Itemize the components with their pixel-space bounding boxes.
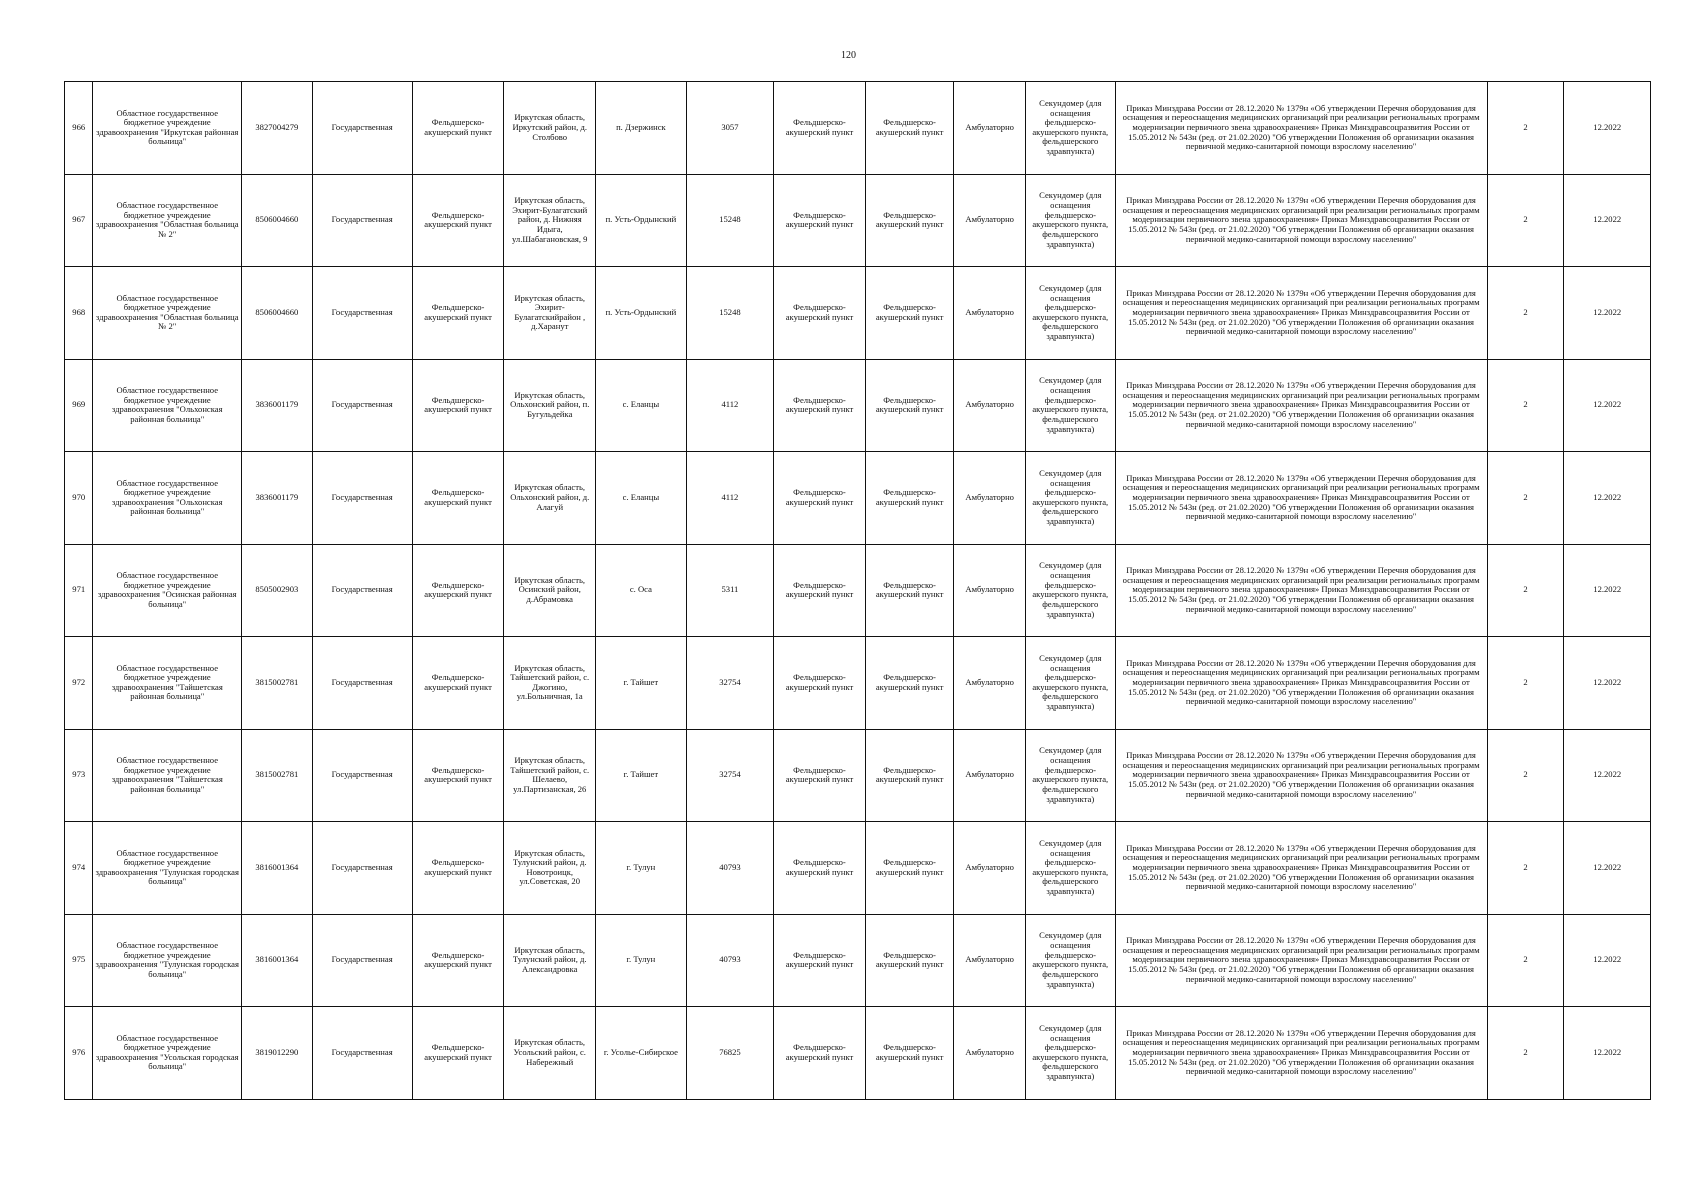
care-profile: Фельдшерско-акушерский пункт [865,82,954,175]
ownership-form: Государственная [312,822,412,915]
legal-basis: Приказ Минздрава России от 28.12.2020 № 1379н «Об утверждении Перечня оборудования для оснащения и переоснащения медицинских организаций при реализации региональных программ модернизации первичного звена здравоохранения» Приказ Минздравсоцразвития России от 15.05.2012 № 543н (ред. от 21.02.2020) "Об утверждении Положения об организации оказания первичной медико-санитарной помощи взрослому населению" [1115,637,1487,730]
care-conditions: Амбулаторно [954,822,1026,915]
subdivision-name: Фельдшерско-акушерский пункт [774,1007,866,1100]
care-conditions: Амбулаторно [954,637,1026,730]
row-number: 970 [65,452,93,545]
ownership-form: Государственная [312,729,412,822]
care-conditions: Амбулаторно [954,267,1026,360]
delivery-date: 12.2022 [1564,544,1651,637]
register-body [65,82,1651,1100]
row-number: 971 [65,544,93,637]
table-row [65,452,1651,545]
facility-type: Фельдшерско-акушерский пункт [412,82,504,175]
equipment-item: Секундомер (для оснащения фельдшерско-акушерского пункта, фельдшерского здравпункта) [1026,359,1116,452]
inn-code: 3815002781 [242,729,313,822]
inn-code: 8506004660 [242,174,313,267]
facility-type: Фельдшерско-акушерский пункт [412,174,504,267]
care-conditions: Амбулаторно [954,1007,1026,1100]
settlement: п. Дзержинск [596,82,687,175]
facility-address: Иркутская область, Тулунский район, д. Александровка [504,914,596,1007]
facility-type: Фельдшерско-акушерский пункт [412,267,504,360]
subdivision-name: Фельдшерско-акушерский пункт [774,822,866,915]
organization-name: Областное государственное бюджетное учреждение здравоохранения "Осинская районная больница" [93,544,242,637]
facility-type: Фельдшерско-акушерский пункт [412,1007,504,1100]
equipment-item: Секундомер (для оснащения фельдшерско-акушерского пункта, фельдшерского здравпункта) [1026,637,1116,730]
population-count: 5311 [686,544,773,637]
equipment-item: Секундомер (для оснащения фельдшерско-акушерского пункта, фельдшерского здравпункта) [1026,544,1116,637]
legal-basis: Приказ Минздрава России от 28.12.2020 № 1379н «Об утверждении Перечня оборудования для оснащения и переоснащения медицинских организаций при реализации региональных программ модернизации первичного звена здравоохранения» Приказ Минздравсоцразвития России от 15.05.2012 № 543н (ред. от 21.02.2020) "Об утверждении Положения об организации оказания первичной медико-санитарной помощи взрослому населению" [1115,1007,1487,1100]
population-count: 76825 [686,1007,773,1100]
subdivision-name: Фельдшерско-акушерский пункт [774,914,866,1007]
facility-address: Иркутская область, Тулунский район, д. Новотроицк, ул.Советская, 20 [504,822,596,915]
table-row [65,82,1651,175]
care-profile: Фельдшерско-акушерский пункт [865,822,954,915]
ownership-form: Государственная [312,82,412,175]
table-row [65,637,1651,730]
ownership-form: Государственная [312,267,412,360]
facility-address: Иркутская область, Тайшетский район, с. Джогино, ул.Больничная, 1а [504,637,596,730]
care-profile: Фельдшерско-акушерский пункт [865,914,954,1007]
delivery-date: 12.2022 [1564,729,1651,822]
inn-code: 3816001364 [242,822,313,915]
quantity: 2 [1487,1007,1564,1100]
care-conditions: Амбулаторно [954,452,1026,545]
legal-basis: Приказ Минздрава России от 28.12.2020 № 1379н «Об утверждении Перечня оборудования для оснащения и переоснащения медицинских организаций при реализации региональных программ модернизации первичного звена здравоохранения» Приказ Минздравсоцразвития России от 15.05.2012 № 543н (ред. от 21.02.2020) "Об утверждении Положения об организации оказания первичной медико-санитарной помощи взрослому населению" [1115,914,1487,1007]
settlement: г. Тайшет [596,729,687,822]
facility-type: Фельдшерско-акушерский пункт [412,914,504,1007]
row-number: 975 [65,914,93,1007]
facility-address: Иркутская область, Осинский район, д.Абрамовка [504,544,596,637]
population-count: 40793 [686,914,773,1007]
care-profile: Фельдшерско-акушерский пункт [865,1007,954,1100]
delivery-date: 12.2022 [1564,637,1651,730]
care-conditions: Амбулаторно [954,544,1026,637]
subdivision-name: Фельдшерско-акушерский пункт [774,267,866,360]
equipment-item: Секундомер (для оснащения фельдшерско-акушерского пункта, фельдшерского здравпункта) [1026,267,1116,360]
facility-type: Фельдшерско-акушерский пункт [412,544,504,637]
delivery-date: 12.2022 [1564,452,1651,545]
settlement: п. Усть-Ордынский [596,267,687,360]
delivery-date: 12.2022 [1564,267,1651,360]
quantity: 2 [1487,174,1564,267]
legal-basis: Приказ Минздрава России от 28.12.2020 № 1379н «Об утверждении Перечня оборудования для оснащения и переоснащения медицинских организаций при реализации региональных программ модернизации первичного звена здравоохранения» Приказ Минздравсоцразвития России от 15.05.2012 № 543н (ред. от 21.02.2020) "Об утверждении Положения об организации оказания первичной медико-санитарной помощи взрослому населению" [1115,174,1487,267]
equipment-item: Секундомер (для оснащения фельдшерско-акушерского пункта, фельдшерского здравпункта) [1026,914,1116,1007]
facility-address: Иркутская область, Эхирит-Булагатскийрайон , д.Харанут [504,267,596,360]
facility-type: Фельдшерско-акушерский пункт [412,637,504,730]
row-number: 967 [65,174,93,267]
delivery-date: 12.2022 [1564,822,1651,915]
organization-name: Областное государственное бюджетное учреждение здравоохранения "Иркутская районная больница" [93,82,242,175]
inn-code: 8505002903 [242,544,313,637]
equipment-item: Секундомер (для оснащения фельдшерско-акушерского пункта, фельдшерского здравпункта) [1026,822,1116,915]
delivery-date: 12.2022 [1564,1007,1651,1100]
population-count: 4112 [686,359,773,452]
quantity: 2 [1487,267,1564,360]
population-count: 3057 [686,82,773,175]
population-count: 15248 [686,267,773,360]
settlement: с. Оса [596,544,687,637]
quantity: 2 [1487,914,1564,1007]
table-row [65,174,1651,267]
equipment-item: Секундомер (для оснащения фельдшерско-акушерского пункта, фельдшерского здравпункта) [1026,174,1116,267]
equipment-item: Секундомер (для оснащения фельдшерско-акушерского пункта, фельдшерского здравпункта) [1026,452,1116,545]
care-profile: Фельдшерско-акушерский пункт [865,359,954,452]
facility-address: Иркутская область, Ольхонский район, д. Алагуй [504,452,596,545]
facility-type: Фельдшерско-акушерский пункт [412,729,504,822]
table-row [65,544,1651,637]
facility-type: Фельдшерско-акушерский пункт [412,822,504,915]
care-conditions: Амбулаторно [954,729,1026,822]
legal-basis: Приказ Минздрава России от 28.12.2020 № 1379н «Об утверждении Перечня оборудования для оснащения и переоснащения медицинских организаций при реализации региональных программ модернизации первичного звена здравоохранения» Приказ Минздравсоцразвития России от 15.05.2012 № 543н (ред. от 21.02.2020) "Об утверждении Положения об организации оказания первичной медико-санитарной помощи взрослому населению" [1115,452,1487,545]
organization-name: Областное государственное бюджетное учреждение здравоохранения "Ольхонская районная больница" [93,452,242,545]
ownership-form: Государственная [312,637,412,730]
delivery-date: 12.2022 [1564,82,1651,175]
organization-name: Областное государственное бюджетное учреждение здравоохранения "Усольская городская больница" [93,1007,242,1100]
row-number: 966 [65,82,93,175]
legal-basis: Приказ Минздрава России от 28.12.2020 № 1379н «Об утверждении Перечня оборудования для оснащения и переоснащения медицинских организаций при реализации региональных программ модернизации первичного звена здравоохранения» Приказ Минздравсоцразвития России от 15.05.2012 № 543н (ред. от 21.02.2020) "Об утверждении Положения об организации оказания первичной медико-санитарной помощи взрослому населению" [1115,729,1487,822]
population-count: 4112 [686,452,773,545]
facility-address: Иркутская область, Иркутский район, д. Столбово [504,82,596,175]
subdivision-name: Фельдшерско-акушерский пункт [774,174,866,267]
table-row [65,359,1651,452]
quantity: 2 [1487,452,1564,545]
delivery-date: 12.2022 [1564,359,1651,452]
delivery-date: 12.2022 [1564,914,1651,1007]
care-conditions: Амбулаторно [954,82,1026,175]
ownership-form: Государственная [312,359,412,452]
care-conditions: Амбулаторно [954,359,1026,452]
table-row [65,822,1651,915]
delivery-date: 12.2022 [1564,174,1651,267]
facility-address: Иркутская область, Тайшетский район, с. Шелаево, ул.Партизанская, 26 [504,729,596,822]
care-profile: Фельдшерско-акушерский пункт [865,452,954,545]
population-count: 15248 [686,174,773,267]
quantity: 2 [1487,82,1564,175]
row-number: 974 [65,822,93,915]
care-conditions: Амбулаторно [954,174,1026,267]
facility-type: Фельдшерско-акушерский пункт [412,452,504,545]
ownership-form: Государственная [312,1007,412,1100]
legal-basis: Приказ Минздрава России от 28.12.2020 № 1379н «Об утверждении Перечня оборудования для оснащения и переоснащения медицинских организаций при реализации региональных программ модернизации первичного звена здравоохранения» Приказ Минздравсоцразвития России от 15.05.2012 № 543н (ред. от 21.02.2020) "Об утверждении Положения об организации оказания первичной медико-санитарной помощи взрослому населению" [1115,82,1487,175]
settlement: п. Усть-Ордынский [596,174,687,267]
organization-name: Областное государственное бюджетное учреждение здравоохранения "Областная больница № 2" [93,174,242,267]
care-conditions: Амбулаторно [954,914,1026,1007]
subdivision-name: Фельдшерско-акушерский пункт [774,729,866,822]
quantity: 2 [1487,729,1564,822]
organization-name: Областное государственное бюджетное учреждение здравоохранения "Областная больница № 2" [93,267,242,360]
quantity: 2 [1487,822,1564,915]
care-profile: Фельдшерско-акушерский пункт [865,544,954,637]
inn-code: 8506004660 [242,267,313,360]
settlement: г. Тайшет [596,637,687,730]
table-row [65,267,1651,360]
row-number: 968 [65,267,93,360]
legal-basis: Приказ Минздрава России от 28.12.2020 № 1379н «Об утверждении Перечня оборудования для оснащения и переоснащения медицинских организаций при реализации региональных программ модернизации первичного звена здравоохранения» Приказ Минздравсоцразвития России от 15.05.2012 № 543н (ред. от 21.02.2020) "Об утверждении Положения об организации оказания первичной медико-санитарной помощи взрослому населению" [1115,822,1487,915]
legal-basis: Приказ Минздрава России от 28.12.2020 № 1379н «Об утверждении Перечня оборудования для оснащения и переоснащения медицинских организаций при реализации региональных программ модернизации первичного звена здравоохранения» Приказ Минздравсоцразвития России от 15.05.2012 № 543н (ред. от 21.02.2020) "Об утверждении Положения об организации оказания первичной медико-санитарной помощи взрослому населению" [1115,267,1487,360]
care-profile: Фельдшерско-акушерский пункт [865,174,954,267]
subdivision-name: Фельдшерско-акушерский пункт [774,82,866,175]
organization-name: Областное государственное бюджетное учреждение здравоохранения "Тулунская городская больница" [93,822,242,915]
subdivision-name: Фельдшерско-акушерский пункт [774,544,866,637]
register-table [64,81,1651,1100]
organization-name: Областное государственное бюджетное учреждение здравоохранения "Тайшетская районная больница" [93,729,242,822]
inn-code: 3815002781 [242,637,313,730]
settlement: г. Усолье-Сибирское [596,1007,687,1100]
population-count: 40793 [686,822,773,915]
inn-code: 3827004279 [242,82,313,175]
settlement: г. Тулун [596,822,687,915]
settlement: с. Еланцы [596,359,687,452]
care-profile: Фельдшерско-акушерский пункт [865,637,954,730]
care-profile: Фельдшерско-акушерский пункт [865,729,954,822]
population-count: 32754 [686,637,773,730]
inn-code: 3836001179 [242,359,313,452]
table-row [65,729,1651,822]
facility-type: Фельдшерско-акушерский пункт [412,359,504,452]
organization-name: Областное государственное бюджетное учреждение здравоохранения "Тайшетская районная больница" [93,637,242,730]
equipment-item: Секундомер (для оснащения фельдшерско-акушерского пункта, фельдшерского здравпункта) [1026,1007,1116,1100]
row-number: 976 [65,1007,93,1100]
legal-basis: Приказ Минздрава России от 28.12.2020 № 1379н «Об утверждении Перечня оборудования для оснащения и переоснащения медицинских организаций при реализации региональных программ модернизации первичного звена здравоохранения» Приказ Минздравсоцразвития России от 15.05.2012 № 543н (ред. от 21.02.2020) "Об утверждении Положения об организации оказания первичной медико-санитарной помощи взрослому населению" [1115,544,1487,637]
settlement: с. Еланцы [596,452,687,545]
equipment-item: Секундомер (для оснащения фельдшерско-акушерского пункта, фельдшерского здравпункта) [1026,82,1116,175]
subdivision-name: Фельдшерско-акушерский пункт [774,452,866,545]
ownership-form: Государственная [312,914,412,1007]
quantity: 2 [1487,637,1564,730]
ownership-form: Государственная [312,174,412,267]
ownership-form: Государственная [312,452,412,545]
population-count: 32754 [686,729,773,822]
table-row [65,914,1651,1007]
row-number: 972 [65,637,93,730]
row-number: 969 [65,359,93,452]
subdivision-name: Фельдшерско-акушерский пункт [774,359,866,452]
legal-basis: Приказ Минздрава России от 28.12.2020 № 1379н «Об утверждении Перечня оборудования для оснащения и переоснащения медицинских организаций при реализации региональных программ модернизации первичного звена здравоохранения» Приказ Минздравсоцразвития России от 15.05.2012 № 543н (ред. от 21.02.2020) "Об утверждении Положения об организации оказания первичной медико-санитарной помощи взрослому населению" [1115,359,1487,452]
row-number: 973 [65,729,93,822]
ownership-form: Государственная [312,544,412,637]
table-row [65,1007,1651,1100]
organization-name: Областное государственное бюджетное учреждение здравоохранения "Тулунская городская больница" [93,914,242,1007]
care-profile: Фельдшерско-акушерский пункт [865,267,954,360]
settlement: г. Тулун [596,914,687,1007]
quantity: 2 [1487,544,1564,637]
inn-code: 3816001364 [242,914,313,1007]
facility-address: Иркутская область, Ольхонский район, п. Бугульдейка [504,359,596,452]
subdivision-name: Фельдшерско-акушерский пункт [774,637,866,730]
inn-code: 3836001179 [242,452,313,545]
facility-address: Иркутская область, Усольский район, с. Набережный [504,1007,596,1100]
quantity: 2 [1487,359,1564,452]
page-number: 120 [841,50,856,61]
facility-address: Иркутская область, Эхирит-Булагатский район, д. Нижняя Идыга, ул.Шабагановская, 9 [504,174,596,267]
inn-code: 3819012290 [242,1007,313,1100]
equipment-item: Секундомер (для оснащения фельдшерско-акушерского пункта, фельдшерского здравпункта) [1026,729,1116,822]
organization-name: Областное государственное бюджетное учреждение здравоохранения "Ольхонская районная больница" [93,359,242,452]
